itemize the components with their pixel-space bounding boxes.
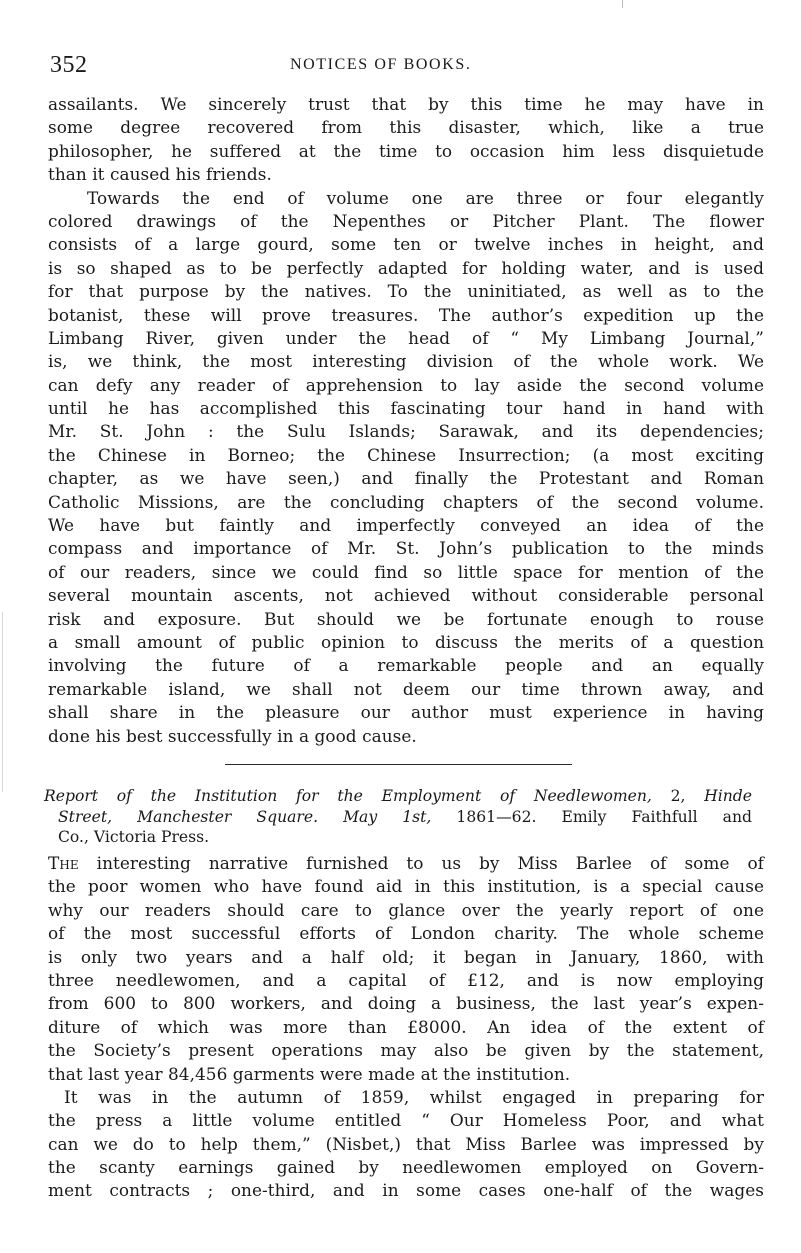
- running-title: NOTICES OF BOOKS.: [290, 56, 472, 73]
- text-line: assailants. We sincerely trust that by this time he may have in: [48, 94, 764, 114]
- review-text-continued: [48, 93, 764, 748]
- text-line: involving the future of a remarkable people and an equally: [48, 655, 764, 676]
- lead-line-rest: interesting narrative furnished to us by Miss Barlee of some of: [78, 853, 764, 873]
- text-line: consists of a large gourd, some ten or twelve inches in height, and: [48, 234, 764, 255]
- text-line: why our readers should care to glance over the yearly report of one: [48, 899, 764, 920]
- scan-artifact: [2, 612, 3, 792]
- notice-heading-line: Co., Victoria Press.: [58, 828, 210, 846]
- text-line: remarkable island, we shall not deem our time thrown away, and: [48, 678, 764, 699]
- text-line: Catholic Missions, are the concluding chapters of the second volume.: [48, 491, 764, 512]
- section-divider: [225, 764, 572, 765]
- running-head: [50, 52, 762, 80]
- text-line: is only two years and a half old; it began in January, 1860, with: [48, 946, 764, 967]
- notice-heading-line: [44, 786, 752, 807]
- text-line: the Chinese in Borneo; the Chinese Insurrection; (a most exciting: [48, 444, 764, 465]
- text-line: done his best successfully in a good cause.: [48, 725, 417, 746]
- text-line: botanist, these will prove treasures. The author’s expedition up the: [48, 304, 764, 325]
- notice-title-italic: Report of the Institution for the Employment of Needlewomen,: [44, 787, 652, 805]
- text-line: of the most successful efforts of London charity. The whole scheme: [48, 923, 764, 944]
- text-line: of our readers, since we could find so little space for mention of the: [48, 561, 764, 582]
- text-line: [48, 852, 764, 875]
- text-line: three needlewomen, and a capital of £12, and is now employing: [48, 969, 764, 990]
- text-line: is, we think, the most interesting division of the whole work. We: [48, 351, 764, 372]
- text-line: can we do to help them,” (Nisbet,) that Miss Barlee was impressed by: [48, 1133, 764, 1154]
- text-line: that last year 84,456 garments were made at the institution.: [48, 1063, 571, 1084]
- text-line: philosopher, he suffered at the time to occasion him less disquietude: [48, 140, 764, 161]
- scan-artifact: [622, 0, 623, 8]
- text-line: chapter, as we have seen,) and finally the Protestant and Roman: [48, 468, 764, 489]
- text-line: for that purpose by the natives. To the uninitiated, as well as to the: [48, 281, 764, 302]
- text-line: compass and importance of Mr. St. John’s publication to the minds: [48, 538, 764, 559]
- notice-address-italic: Hinde: [704, 787, 753, 805]
- page-number: 352: [50, 52, 88, 78]
- text-line: is so shaped as to be perfectly adapted for holding water, and is used: [48, 257, 764, 278]
- text-line: shall share in the pleasure our author must experience in having: [48, 702, 764, 723]
- text-line: diture of which was more than £8000. An idea of the extent of: [48, 1016, 764, 1037]
- text-line: risk and exposure. But should we be fortunate enough to rouse: [48, 608, 764, 629]
- text-line: the press a little volume entitled “ Our Homeless Poor, and what: [48, 1110, 764, 1131]
- text-line: Limbang River, given under the head of “ My Limbang Journal,”: [48, 327, 764, 348]
- text-line: colored drawings of the Nepenthes or Pitcher Plant. The flower: [48, 210, 764, 231]
- text-line: than it caused his friends.: [48, 164, 272, 185]
- text-line: several mountain ascents, not achieved without considerable personal: [48, 585, 764, 606]
- text-line: until he has accomplished this fascinating tour hand in hand with: [48, 398, 764, 419]
- lead-word: The: [48, 853, 79, 873]
- text-line: can defy any reader of apprehension to lay aside the second volume: [48, 374, 764, 395]
- text-line: some degree recovered from this disaster, which, like a true: [48, 117, 764, 138]
- notice-publisher: 1861—62. Emily Faithfull and: [431, 807, 752, 826]
- text-line: ment contracts ; one-third, and in some cases one-half of the wages: [48, 1180, 764, 1201]
- notice-review-text: [48, 852, 764, 1203]
- text-line: Towards the end of volume one are three or four elegantly: [87, 187, 764, 208]
- text-line: It was in the autumn of 1859, whilst engaged in preparing for: [64, 1086, 764, 1107]
- text-line: the poor women who have found aid in this institution, is a special cause: [48, 876, 764, 897]
- text-line: a small amount of public opinion to discuss the merits of a question: [48, 631, 764, 652]
- text-line: the Society’s present operations may also be given by the statement,: [48, 1040, 764, 1061]
- text-line: from 600 to 800 workers, and doing a business, the last year’s expen-: [48, 993, 764, 1014]
- book-notice-heading: [44, 786, 752, 848]
- notice-heading-line: [44, 807, 752, 828]
- notice-address-italic: Street, Manchester Square. May 1st,: [58, 807, 432, 826]
- text-line: the scanty earnings gained by needlewomen employed on Govern-: [48, 1157, 764, 1178]
- text-line: Mr. St. John : the Sulu Islands; Sarawak, and its dependencies;: [48, 421, 764, 442]
- text-line: We have but faintly and imperfectly conveyed an idea of the: [48, 515, 764, 536]
- notice-address-number: 2,: [651, 787, 705, 805]
